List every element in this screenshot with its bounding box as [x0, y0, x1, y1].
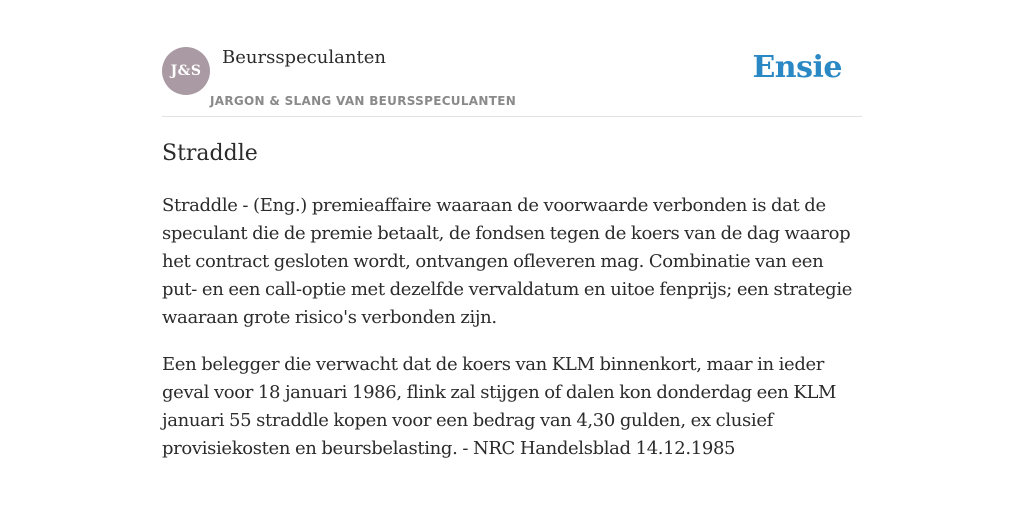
article-paragraph: Straddle - (Eng.) premieaffaire waaraan de voorwaarde verbonden is dat de speculant die de premie betaalt, de fondsen tegen de koers van de dag waarop het contract gesloten wordt, ontvangen ofleveren mag. Combinatie van een put- en een call-optie met dezelfde vervaldatum en uitoe fenprijs; een strategie waaraan grote risico's verbonden zijn. — [162, 195, 853, 328]
ensie-logo[interactable]: Ensie — [752, 50, 842, 85]
site-subtitle: JARGON & SLANG VAN BEURSSPECULANTEN — [210, 94, 517, 108]
avatar[interactable]: J&S — [162, 47, 210, 95]
article-paragraph: Een belegger die verwacht dat de koers van KLM binnenkort, maar in ieder geval voor 18 januari 1986, flink zal stijgen of dalen kon donderdag een KLM januari 55 straddle kopen voor een bedrag van 4,30 gulden, ex clusief provisiekosten en beursbelasting. - NRC Handelsblad 14.12.1985 — [162, 354, 837, 459]
article — [162, 138, 862, 463]
site-name-link[interactable]: Beursspeculanten — [222, 47, 386, 68]
article-title: Straddle — [162, 141, 258, 166]
site-header — [162, 46, 862, 117]
